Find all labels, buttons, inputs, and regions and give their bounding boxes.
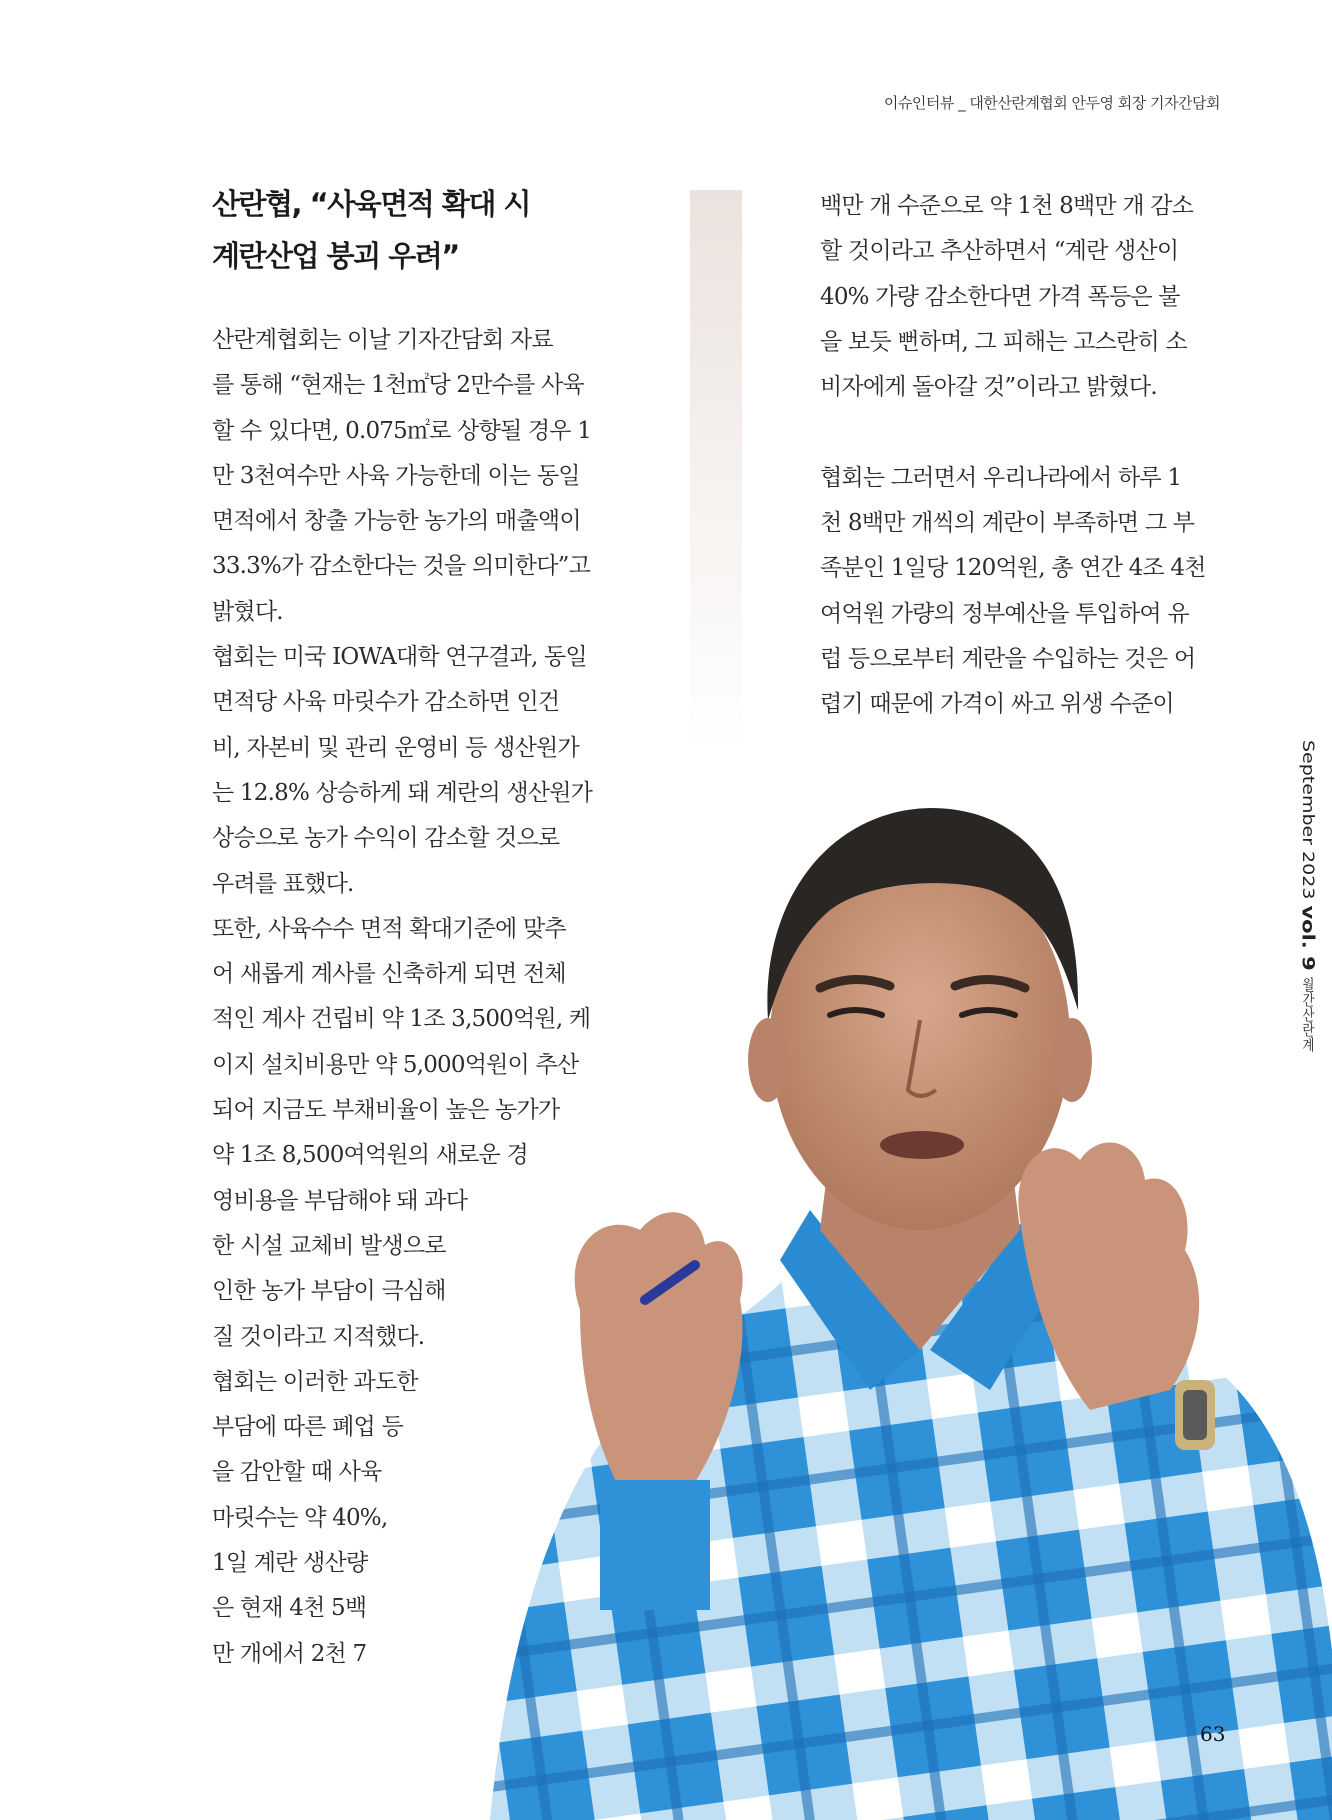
body-line: 면적당 사육 마릿수가 감소하면 인건: [212, 689, 560, 716]
body-line: 약 1조 8,500여억원의 새로운 경: [212, 1142, 528, 1169]
body-line: 비, 자본비 및 관리 운영비 등 생산원가: [212, 734, 579, 761]
body-line: 족분인 1일당 120억원, 총 연간 4조 4천: [820, 555, 1206, 582]
magazine-name: 월간산란계: [1300, 976, 1316, 1052]
body-line: 상승으로 농가 수익이 감소할 것으로: [212, 825, 560, 852]
body-line: 부담에 따른 폐업 등: [212, 1414, 403, 1441]
article-title: [212, 178, 530, 282]
body-line: 마릿수는 약 40%,: [212, 1504, 388, 1531]
body-line: 질 것이라고 지적했다.: [212, 1323, 425, 1350]
body-line: 할 것이라고 추산하면서 “계란 생산이: [820, 238, 1179, 265]
running-header: 이슈인터뷰 _ 대한산란계협회 안두영 회장 기자간담회: [883, 94, 1220, 112]
title-line: 산란협, “사육면적 확대 시: [212, 187, 531, 221]
body-line: 만 3천여수만 사육 가능한데 이는 동일: [212, 462, 580, 489]
decorative-gradient-bar: [690, 190, 742, 750]
body-line: 우려를 표했다.: [212, 870, 354, 897]
body-line: 협회는 미국 IOWA대학 연구결과, 동일: [212, 644, 587, 671]
body-line: 인한 농가 부담이 극심해: [212, 1278, 446, 1305]
body-line: 비자에게 돌아갈 것”이라고 밝혔다.: [820, 374, 1157, 401]
issue-sidebar: [1298, 740, 1318, 1052]
body-line: 럽 등으로부터 계란을 수입하는 것은 어: [820, 645, 1196, 672]
body-line: 밝혔다.: [212, 598, 283, 625]
body-line: 는 12.8% 상승하게 돼 계란의 생산원가: [212, 779, 593, 806]
body-line: 또한, 사육수수 면적 확대기준에 맞추: [212, 915, 566, 942]
body-line: 33.3%가 감소한다는 것을 의미한다”고: [212, 553, 590, 580]
body-line: 되어 지금도 부채비율이 높은 농가가: [212, 1097, 560, 1124]
body-line: 협회는 이러한 과도한: [212, 1368, 418, 1395]
body-line: 만 개에서 2천 7: [212, 1640, 367, 1667]
body-line: 을 감안할 때 사육: [212, 1459, 382, 1486]
issue-volume: vol. 9: [1298, 905, 1318, 971]
body-line: 을 보듯 뻔하며, 그 피해는 고스란히 소: [820, 328, 1187, 355]
paragraph-gap: [820, 410, 1220, 455]
issue-date: September 2023: [1298, 740, 1318, 900]
body-line: 여억원 가량의 정부예산을 투입하여 유: [820, 600, 1189, 627]
body-line: 할 수 있다면, 0.075㎡로 상향될 경우 1: [212, 417, 592, 444]
body-line: 면적에서 창출 가능한 농가의 매출액이: [212, 508, 581, 535]
body-line: 어 새롭게 계사를 신축하게 되면 전체: [212, 961, 566, 988]
body-line: 백만 개 수준으로 약 1천 8백만 개 감소: [820, 193, 1194, 219]
body-line: 1일 계란 생산량: [212, 1550, 368, 1577]
article-body-left-column: [212, 318, 612, 1677]
title-line: 계란산업 붕괴 우려”: [212, 239, 459, 273]
body-line: 이지 설치비용만 약 5,000억원이 추산: [212, 1051, 579, 1078]
page-number: 63: [1200, 1722, 1226, 1746]
body-line: 천 8백만 개씩의 계란이 부족하면 그 부: [820, 510, 1195, 537]
body-line: 한 시설 교체비 발생으로: [212, 1232, 446, 1259]
body-line: 산란계협회는 이날 기자간담회 자료: [212, 327, 553, 353]
body-line: 영비용을 부담해야 돼 과다: [212, 1187, 468, 1214]
body-line: 적인 계사 건립비 약 1조 3,500억원, 케: [212, 1006, 591, 1033]
article-body-right-column: [820, 184, 1220, 728]
body-line: 은 현재 4천 5백: [212, 1595, 367, 1622]
body-line: 40% 가량 감소한다면 가격 폭등은 불: [820, 283, 1180, 310]
body-line: 협회는 그러면서 우리나라에서 하루 1: [820, 464, 1182, 491]
body-line: 를 통해 “현재는 1천㎡당 2만수를 사육: [212, 372, 584, 399]
body-line: 렵기 때문에 가격이 싸고 위생 수준이: [820, 691, 1174, 718]
